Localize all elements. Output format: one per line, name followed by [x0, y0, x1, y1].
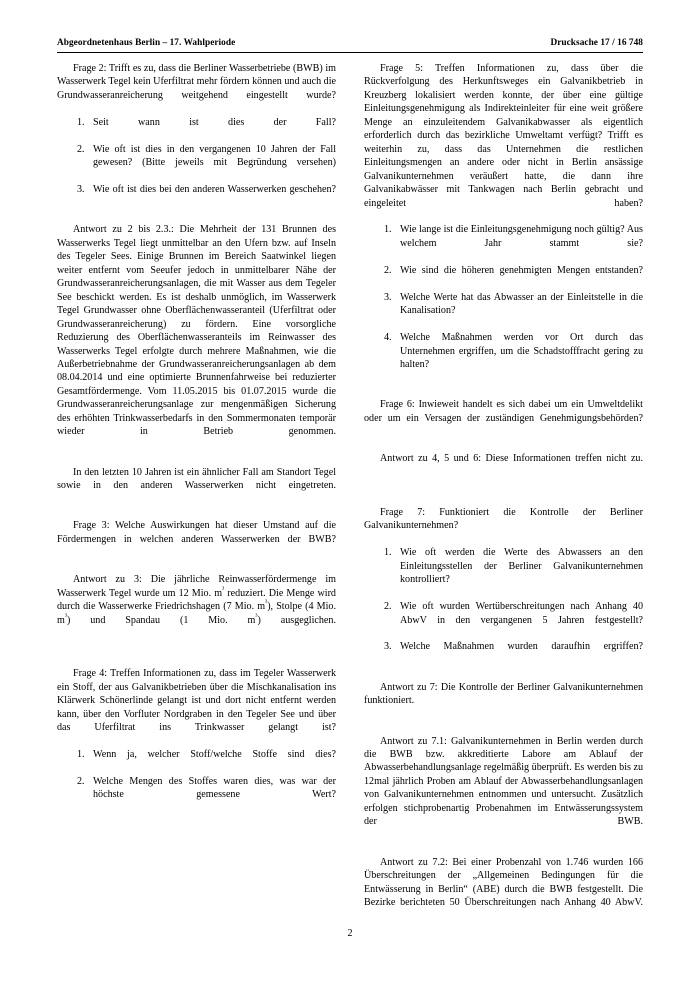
cubic-meter-superscript: ³ — [222, 585, 225, 594]
list-item-number: 1. — [384, 224, 392, 236]
list-item — [57, 183, 336, 210]
right-column — [364, 62, 643, 908]
paragraph-spacer — [364, 385, 643, 398]
list-item-number: 2. — [384, 601, 392, 613]
answer-7-1-paragraph: Antwort zu 7.1: Galvanikunternehmen in Berlin werden durch die BWB bzw. akkreditierte Labore am Ablauf der Abwasserbehandlungsanlage regelmäßig überprüft. Es werden bis zu 12mal jährlich Proben am Ablauf der Abwasserbehandlungsanlagen von Galvanikunternehmen entnommen und untersucht. Zusätzlich erfolgen stichprobenartig Probenahmen im Entwässerungssystem der BWB. — [364, 735, 643, 828]
list-item-number: 1. — [77, 116, 85, 128]
list-item — [364, 640, 643, 667]
question-7-paragraph: Frage 7: Funktioniert die Kontrolle der Berliner Galvanikunternehmen? — [364, 506, 643, 532]
list-item — [57, 116, 336, 143]
list-item-text: Wie oft wurden Wertüberschreitungen nach Anhang 40 AbwV in den vergangenen 5 Jahren festgestellt? — [400, 601, 643, 626]
cubic-meter-superscript: ³ — [255, 612, 258, 621]
cubic-meter-superscript: ³ — [265, 598, 268, 607]
answer-2b-paragraph: In den letzten 10 Jahren ist ein ähnlicher Fall am Standort Tegel sowie in den anderen Wasserwerken nicht eingetreten. — [57, 466, 336, 492]
paragraph-spacer — [364, 721, 643, 734]
cubic-meter-superscript: ³ — [64, 612, 67, 621]
answer-3-text-part1: Antwort zu 3: Die jährliche Reinwasserfördermenge im Wasserwerk Tegel wurde um 12 Mio. m — [57, 574, 336, 599]
list-item — [364, 264, 643, 291]
header-left-title: Abgeordnetenhaus Berlin – 17. Wahlperiode — [57, 38, 236, 48]
paragraph-spacer — [364, 492, 643, 505]
running-header — [57, 38, 643, 48]
list-item — [364, 546, 643, 600]
page-number: 2 — [347, 928, 353, 939]
list-item-text: Wenn ja, welcher Stoff/welche Stoffe sind dies? — [93, 749, 336, 761]
question-2-paragraph: Frage 2: Trifft es zu, dass die Berliner Wasserbetriebe (BWB) im Wasserwerk Tegel kein Uferfiltrat mehr fördern können und auch die Grundwasseranreicherung weitgehend eingestellt wurde? — [57, 63, 336, 101]
answer-3-paragraph — [57, 573, 336, 640]
paragraph-spacer — [364, 479, 643, 492]
question-2-list — [57, 116, 336, 210]
list-item — [364, 223, 643, 263]
answer-3-text-part5: ) ausgeglichen. — [257, 614, 336, 626]
question-7-list — [364, 546, 643, 667]
list-item-number: 3. — [384, 641, 392, 653]
answer-7-2-paragraph: Antwort zu 7.2: Bei einer Probenzahl von 1.746 wurden 166 Überschreitungen der „Allgemeinen Bedingungen für die Entwässerung in Berlin“ (ABE) durch die BWB festgestellt. Die Bezirke berichteten 50 Überschreitungen nach Anhang 40 AbwV. — [364, 856, 643, 908]
list-item-text: Welche Mengen des Stoffes waren dies, was war der höchste gemessene Wert? — [93, 775, 336, 801]
answer-3-text-part2: reduziert. Die Menge wird durch die Wasserwerke Friedrichshagen (7 Mio. m — [57, 587, 336, 613]
question-4-paragraph: Frage 4: Treffen Informationen zu, dass im Tegeler Wasserwerk ein Stoff, der aus Galvanikbetrieben über die Mischkanalisation ins Klärwerk Schönerlinde gelangt ist und dort nicht entfernt werden kann, über den Vorfluter Nordgraben in den Tegeler See und über das Uferfiltrat ins Trinkwasser gelangt ist? — [57, 668, 336, 734]
paragraph-spacer — [57, 452, 336, 465]
paragraph-spacer — [57, 506, 336, 519]
answer-7-paragraph: Antwort zu 7: Die Kontrolle der Berliner Galvanikunternehmen funktioniert. — [364, 681, 643, 707]
list-item-text: Welche Maßnahmen wurden daraufhin ergriffen? — [400, 641, 643, 653]
answer-4-5-6-paragraph: Antwort zu 4, 5 und 6: Diese Informationen treffen nicht zu. — [380, 453, 643, 465]
list-item — [364, 600, 643, 640]
list-item — [57, 775, 336, 815]
list-item — [364, 291, 643, 331]
list-item-text: Wie sind die höheren genehmigten Mengen entstanden? — [400, 264, 643, 276]
answer-2-paragraph: Antwort zu 2 bis 2.3.: Die Mehrheit der 131 Brunnen des Wasserwerks Tegel liegt unmittelbar an den Ufern bzw. auf Inseln des Tegeler Sees. Einige Brunnen im Bereich Saatwinkel liegen weiter entfernt vom Seeufer jedoch in unmittelbarer Nähe der Grundwasseranreicherungsanlagen, die mit Wasser aus dem Tegeler See beschickt werden. Es ist deshalb unmöglich, im Wasserwerk Tegel Grundwasser ohne Oberflächenwasseranteil (Uferfiltrat oder Grundwasseranreicherung) zu fördern. Eine vorsorgliche Reduzierung des Oberflächenwasseranteils im Reinwasser des Wasserwerks Tegel erfolgte durch mehrere Maßnahmen, wie die Außerbetriebnahme der Grundwasseranreicherungsanlagen ab dem 08.04.2014 und eine optimierte Brunnenfahrweise bei reduzierter Gesamtfördermenge. Vom 11.05.2015 bis 01.07.2015 wurde die Grundwasseranreicherungsanlage zur mengenmäßigen Sicherung des erhöhten Trinkwasserbedarfs in den Sommermonaten temporär wieder in Betrieb genommen. — [57, 224, 336, 438]
answer-3-text-part4: ) und Spandau (1 Mio. m — [66, 614, 256, 626]
paragraph-spacer — [364, 439, 643, 452]
list-item-text: Welche Maßnahmen werden vor Ort durch das Unternehmen ergriffen, um die Schadstofffracht gering zu halten? — [400, 332, 643, 370]
left-column — [57, 62, 336, 902]
list-item-text: Wie oft ist dies in den vergangenen 10 Jahren der Fall gewesen? (Bitte jeweils mit Begründung versehen) — [93, 143, 336, 169]
list-item-text: Seit wann ist dies der Fall? — [93, 116, 336, 128]
list-item-number: 1. — [77, 749, 85, 761]
list-item-text: Wie oft werden die Werte des Abwassers an den Einleitungsstellen der Berliner Galvanikunternehmen kontrolliert? — [400, 547, 643, 586]
list-item-text: Wie oft ist dies bei den anderen Wasserwerken geschehen? — [93, 184, 336, 196]
paragraph-spacer — [57, 640, 336, 653]
list-item — [57, 143, 336, 183]
answer-3-text-part3: ), Stolpe (4 Mio. m — [57, 601, 336, 626]
question-5-list — [364, 223, 643, 384]
list-item-number: 2. — [77, 143, 85, 155]
list-item — [364, 331, 643, 385]
list-item-number: 3. — [384, 291, 392, 303]
header-divider-rule — [57, 52, 643, 53]
paragraph-spacer — [57, 654, 336, 667]
list-item-number: 1. — [384, 547, 392, 559]
question-5-paragraph: Frage 5: Treffen Informationen zu, dass über die Rückverfolgung des Herkunftsweges ein Galvanikbetrieb in Kreuzberg lokalisiert werden konnte, der über eine gültige Einleitungsgenehmigung als Indirekteinleiter für eine weit größere Menge an einzuleitendem Galvanikabwasser als eigentlich erforderlich durch das bezirkliche Umweltamt verfügt? Trifft es weiterhin zu, dass das Unternehmen die restlichen Einleitungsmengen an andere oder nicht in Berlin ansässige Galvanikunternehmen veräußert hatte, die dann ihre Galvanikabwässer mit Tankwagen nach Berlin gebracht und eingeleitet haben? — [364, 63, 643, 209]
paragraph-spacer — [57, 210, 336, 223]
header-right-docnumber: Drucksache 17 / 16 748 — [550, 38, 643, 48]
question-3-paragraph: Frage 3: Welche Auswirkungen hat dieser Umstand auf die Fördermengen in welchen anderen Wasserwerken der BWB? — [57, 520, 336, 545]
two-column-body — [57, 62, 643, 908]
list-item-number: 4. — [384, 332, 392, 344]
question-6-paragraph: Frage 6: Inwieweit handelt es sich dabei um ein Umweltdelikt oder um ein Versagen der zuständigen Genehmigungsbehörden? — [364, 399, 643, 424]
list-item-number: 3. — [77, 184, 85, 196]
question-4-list — [57, 748, 336, 815]
list-item-number: 2. — [384, 264, 392, 276]
list-item-number: 2. — [77, 775, 85, 787]
paragraph-spacer — [364, 842, 643, 855]
paragraph-spacer — [364, 667, 643, 680]
list-item — [57, 748, 336, 775]
paragraph-spacer — [57, 560, 336, 573]
list-item-text: Wie lange ist die Einleitungsgenehmigung noch gültig? Aus welchem Jahr stammt sie? — [400, 224, 643, 249]
list-item-text: Welche Werte hat das Abwasser an der Einleitstelle in die Kanalisation? — [400, 291, 643, 317]
